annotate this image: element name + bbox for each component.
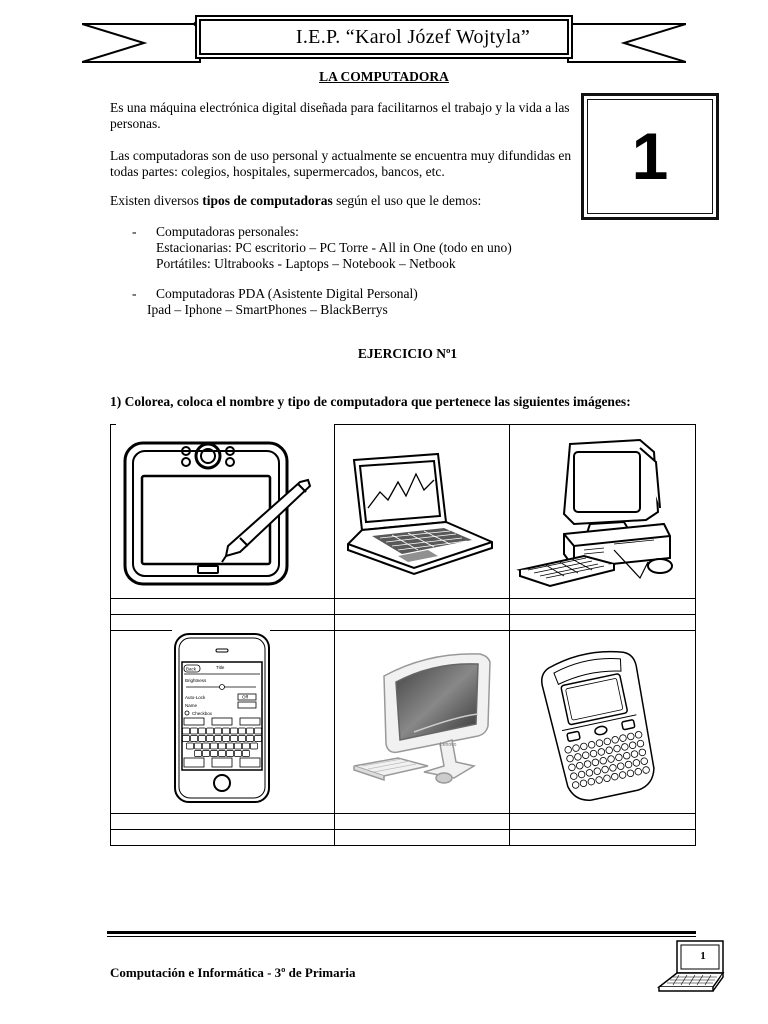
- footer-laptop-icon: [657, 939, 727, 995]
- phone-key: [203, 751, 210, 757]
- bullet-personal-line-2: Portátiles: Ultrabooks - Laptops – Notebook – Netbook: [156, 256, 456, 271]
- bullet-pda-head: Computadoras PDA (Asistente Digital Personal): [156, 286, 418, 301]
- phone-key: [191, 728, 198, 734]
- phone-autolock-value: Off: [242, 694, 248, 700]
- exercise-question: 1) Colorea, coloca el nombre y tipo de computadora que pertenece las siguientes imágenes:: [110, 394, 631, 409]
- smartphone-icon: [172, 632, 272, 804]
- phone-name-label: Name: [185, 703, 198, 708]
- phone-key: [243, 743, 250, 749]
- bullet-personal-line-1: Estacionarias: PC escritorio – PC Torre - All in One (todo en uno): [156, 240, 512, 255]
- aio-brand-label: Lenovo: [440, 742, 457, 748]
- document-title: LA COMPUTADORA: [319, 69, 449, 84]
- school-name: I.E.P. “Karol Józef Wojtyla”: [295, 26, 531, 48]
- phone-key: [219, 743, 226, 749]
- paragraph-usage: Las computadoras son de uso personal y actualmente se encuentra muy difundidas en todas partes: colegios, hospitales, supermercados, bancos, etc.: [110, 148, 572, 179]
- all-in-one-pc-icon: [348, 648, 498, 788]
- phone-key: [227, 751, 234, 757]
- exercise-title: EJERCICIO Nº1: [357, 346, 458, 361]
- phone-key: [223, 736, 230, 742]
- phone-checkbox-label: Checkbox: [192, 711, 213, 716]
- phone-key: [215, 728, 222, 734]
- phone-key: [247, 736, 254, 742]
- phone-key: [215, 736, 222, 742]
- phone-key: [211, 743, 218, 749]
- lesson-number: 1: [631, 119, 669, 193]
- phone-key: [235, 751, 242, 757]
- phone-key: [231, 736, 238, 742]
- types-bold: tipos de computadoras: [202, 193, 333, 208]
- bullet-dash-1: -: [132, 224, 137, 239]
- types-intro: Existen diversos: [110, 193, 203, 208]
- phone-key: [195, 751, 202, 757]
- blackberry-phone-icon: [540, 648, 666, 804]
- footer-rule: [107, 931, 696, 934]
- footer-course-label: Computación e Informática - 3º de Primaria: [110, 965, 356, 980]
- paragraph-types: [110, 193, 575, 209]
- phone-key: [247, 728, 254, 734]
- phone-key: [191, 736, 198, 742]
- pen-tablet-icon: [122, 438, 322, 590]
- phone-key: [219, 751, 226, 757]
- phone-key: [231, 728, 238, 734]
- phone-key: [207, 728, 214, 734]
- bullet-personal: [156, 224, 512, 272]
- phone-key: [207, 736, 214, 742]
- phone-key: [235, 743, 242, 749]
- phone-key: [227, 743, 234, 749]
- desktop-pc-icon: [514, 438, 692, 588]
- phone-key: [199, 728, 206, 734]
- phone-title-label: Title: [216, 665, 225, 670]
- bullet-dash-2: -: [132, 286, 137, 301]
- phone-key: [251, 743, 258, 749]
- phone-key: [223, 728, 230, 734]
- phone-key: [239, 736, 246, 742]
- phone-brightness-label: Brightness: [185, 678, 207, 683]
- paragraph-definition: Es una máquina electrónica digital diseñada para facilitarnos el trabajo y la vida a las personas.: [110, 100, 570, 131]
- types-outro: según el uso que le demos:: [332, 193, 482, 208]
- footer-rule-thin: [107, 936, 696, 937]
- phone-key: [183, 736, 190, 742]
- phone-key: [255, 736, 262, 742]
- phone-key: [195, 743, 202, 749]
- bullet-pda: [147, 286, 418, 318]
- bullet-pda-line-1: Ipad – Iphone – SmartPhones – BlackBerrys: [147, 302, 388, 317]
- phone-key: [243, 751, 250, 757]
- phone-key: [255, 728, 262, 734]
- image-grid: [110, 424, 696, 846]
- lesson-number-box: [581, 93, 719, 220]
- page-number: 1: [700, 950, 706, 962]
- bullet-personal-head: Computadoras personales:: [156, 224, 299, 239]
- phone-key: [211, 751, 218, 757]
- laptop-icon: [342, 452, 502, 576]
- phone-back-label: Back: [186, 666, 197, 672]
- phone-key: [183, 728, 190, 734]
- phone-autolock-label: Auto-Lock: [185, 695, 206, 700]
- phone-key: [199, 736, 206, 742]
- phone-key: [187, 743, 194, 749]
- phone-key: [203, 743, 210, 749]
- phone-key: [239, 728, 246, 734]
